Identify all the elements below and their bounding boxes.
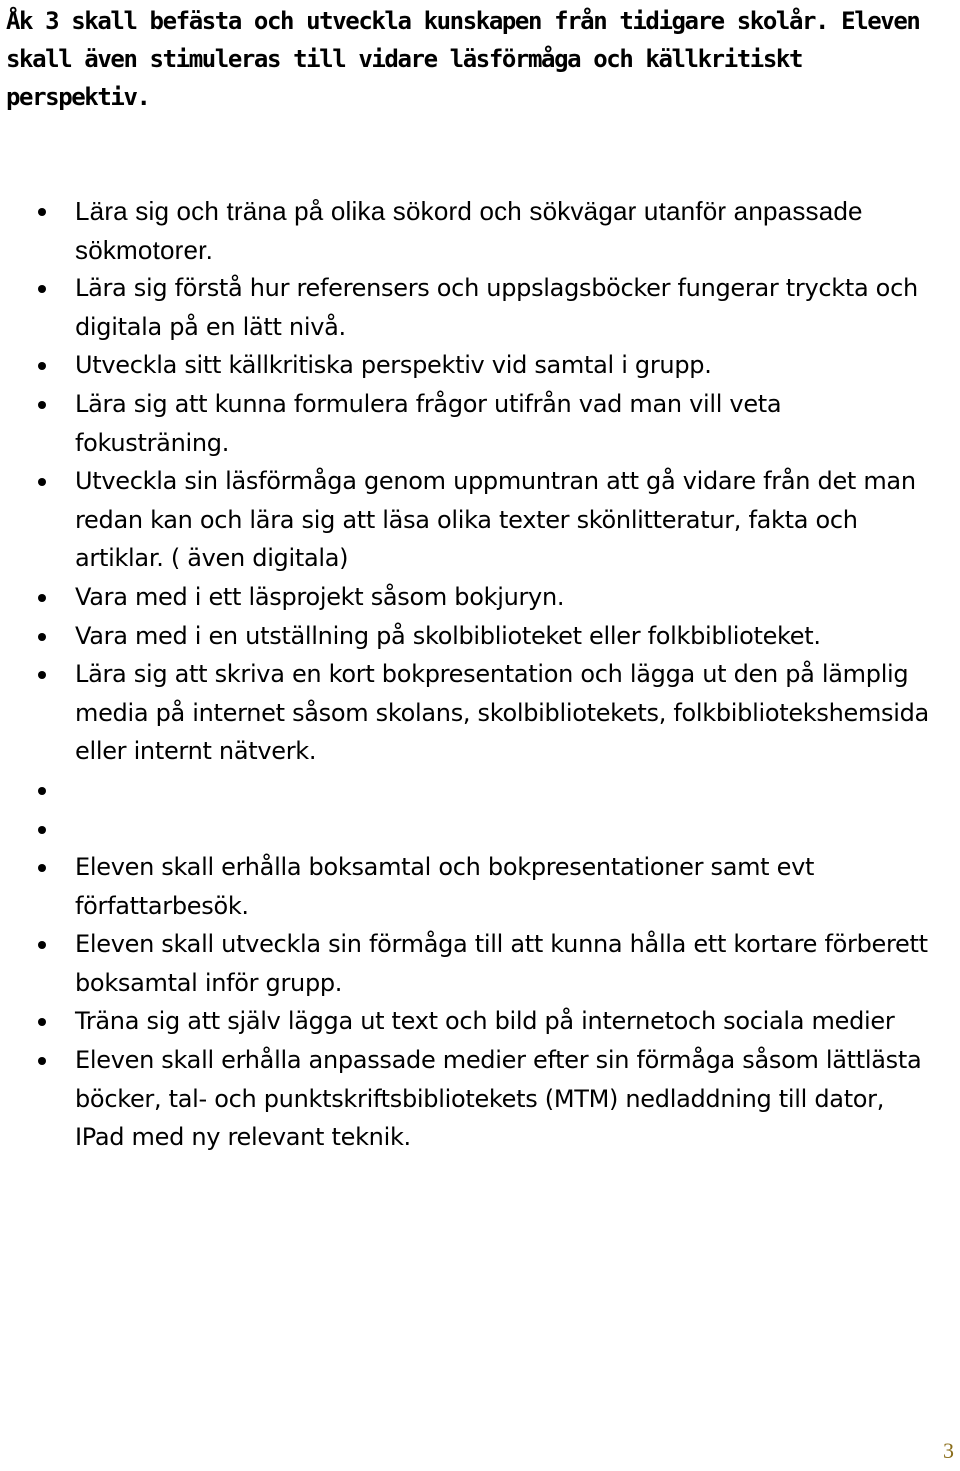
bullet-icon [38, 864, 46, 872]
bullet-icon [38, 1018, 46, 1026]
list-item-text: Eleven skall erhålla anpassade medier efter sin förmåga såsom lättlästa böcker, tal- och punktskriftsbibliotekets (MTM) nedladdning till dator, IPad med ny relevant teknik. [75, 1046, 922, 1152]
list-item [0, 1002, 940, 1041]
list-item-text: Lära sig förstå hur referensers och uppslagsböcker fungerar tryckta och digitala på en lätt nivå. [75, 274, 918, 341]
list-item [0, 578, 940, 617]
bullet-icon [38, 362, 46, 370]
list-item-text: Lära sig och träna på olika sökord och sökvägar utanför anpassade sökmotorer. [75, 196, 863, 265]
list-item-text: Utveckla sitt källkritiska perspektiv vid samtal i grupp. [75, 351, 712, 380]
list-item [0, 1041, 940, 1157]
list-item-text: Vara med i ett läsprojekt såsom bokjuryn. [75, 582, 565, 611]
list-item [0, 655, 940, 771]
list-item-text: Träna sig att själv lägga ut text och bild på internetoch sociala medier [75, 1007, 895, 1036]
bullet-icon [38, 285, 46, 293]
list-item [0, 346, 940, 385]
page-number: 3 [943, 1438, 954, 1463]
list-item-text: Lära sig att kunna formulera frågor utifrån vad man vill veta fokusträning. [75, 389, 782, 457]
list-item [0, 269, 940, 346]
list-item-text: Eleven skall utveckla sin förmåga till att kunna hålla ett kortare förberett boksamtal inför grupp. [75, 930, 928, 997]
bullet-icon [38, 633, 46, 641]
list-item-empty [0, 771, 940, 810]
bullet-icon [38, 478, 46, 486]
bullet-list [0, 192, 940, 1157]
list-item [0, 192, 940, 269]
list-item-text: Vara med i en utställning på skolbiblioteket eller folkbiblioteket. [75, 621, 821, 650]
list-item [0, 462, 940, 578]
list-item [0, 617, 940, 656]
list-item-text: Lära sig att skriva en kort bokpresentation och lägga ut den på lämplig media på internet såsom skolans, skolbibliotekets, folkbibliotekshemsida eller internt nätverk. [75, 660, 929, 766]
list-item [0, 848, 940, 925]
bullet-icon [38, 671, 46, 679]
intro-paragraph: Åk 3 skall befästa och utveckla kunskapen från tidigare skolår. Eleven skall även stimuleras till vidare läsförmåga och källkritiskt perspektiv. [6, 7, 920, 111]
bullet-icon [38, 401, 46, 409]
bullet-icon [38, 787, 46, 795]
list-item [0, 385, 940, 462]
bullet-icon [38, 941, 46, 949]
bullet-icon [38, 208, 46, 216]
bullet-icon [38, 594, 46, 602]
list-item-text: Eleven skall erhålla boksamtal och bokpresentationer samt evt författarbesök. [75, 853, 815, 920]
list-item-text: Utveckla sin läsförmåga genom uppmuntran att gå vidare från det man redan kan och lära sig att läsa olika texter skönlitteratur, fakta och artiklar. ( även digitala) [75, 467, 916, 573]
bullet-icon [38, 826, 46, 834]
bullet-icon [38, 1057, 46, 1065]
list-item-empty [0, 810, 940, 849]
list-item [0, 925, 940, 1002]
